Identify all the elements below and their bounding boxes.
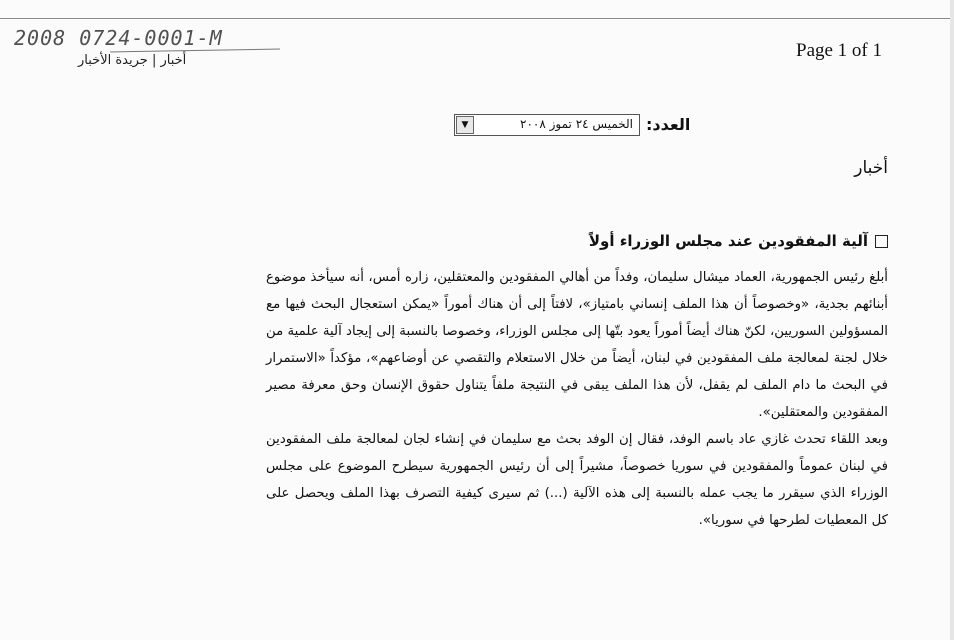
article-headline: آلية المفقودين عند مجلس الوزراء أولاً bbox=[588, 232, 868, 250]
source-label: أخبار | جريدة الأخبار bbox=[78, 53, 187, 68]
issue-label: العدد: bbox=[646, 115, 691, 134]
handwritten-reference: 2008 0724-0001-M bbox=[14, 26, 223, 50]
section-title: أخبار bbox=[854, 158, 888, 178]
issue-selector bbox=[454, 114, 694, 140]
issue-dropdown[interactable] bbox=[454, 114, 640, 136]
checkbox-icon bbox=[875, 235, 888, 248]
page-edge bbox=[950, 0, 954, 640]
article-body bbox=[266, 264, 888, 534]
issue-dropdown-value: الخميس ٢٤ تموز ٢٠٠٨ bbox=[520, 117, 633, 131]
article-paragraph: أبلغ رئيس الجمهورية، العماد ميشال سليمان، وفداً من أهالي المفقودين والمعتقلين، زاره أمس، أنه سيأخذ موضوع أبنائهم بجدية، «وخصوصاً أن هذا الملف إنساني بامتياز»، لافتاً إلى أن هناك أموراً «يمكن استعجال البحث فيها مع المسؤولين السوريين، لكنّ هناك أيضاً أموراً يعود بتّها إلى مجلس الوزراء، وخصوصا بالنسبة إلى إيجاد آلية علمية من خلال لجنة لمعالجة ملف المفقودين في لبنان، أيضاً من خلال الاستعلام والتقصي عن أوضاعهم»، مؤكداً «الاستمرار في البحث ما دام الملف لم يقفل، لأن هذا الملف يبقى في النتيجة ملفاً يتناول حقوق الإنسان وحق معرفة مصير المفقودين والمعتقلين». bbox=[266, 270, 888, 420]
page-indicator: Page 1 of 1 bbox=[796, 40, 883, 61]
article-headline-row bbox=[500, 229, 888, 253]
top-rule bbox=[0, 18, 954, 19]
chevron-down-icon[interactable]: ▼ bbox=[456, 116, 474, 134]
article-paragraph: وبعد اللقاء تحدث غازي عاد باسم الوفد، فقال إن الوفد بحث مع سليمان في إنشاء لجان لمعالجة ملف المفقودين في لبنان عموماً والمفقودين في سوريا خصوصاً، مشيراً إلى أن رئيس الجمهورية سيطرح الموضوع على مجلس الوزراء الذي سيقرر ما يجب عمله بالنسبة إلى هذه الآلية (...) ثم سيرى كيفية التصرف بهذا الملف ويحصل على كل المعطيات لطرحها في سوريا». bbox=[266, 432, 888, 528]
